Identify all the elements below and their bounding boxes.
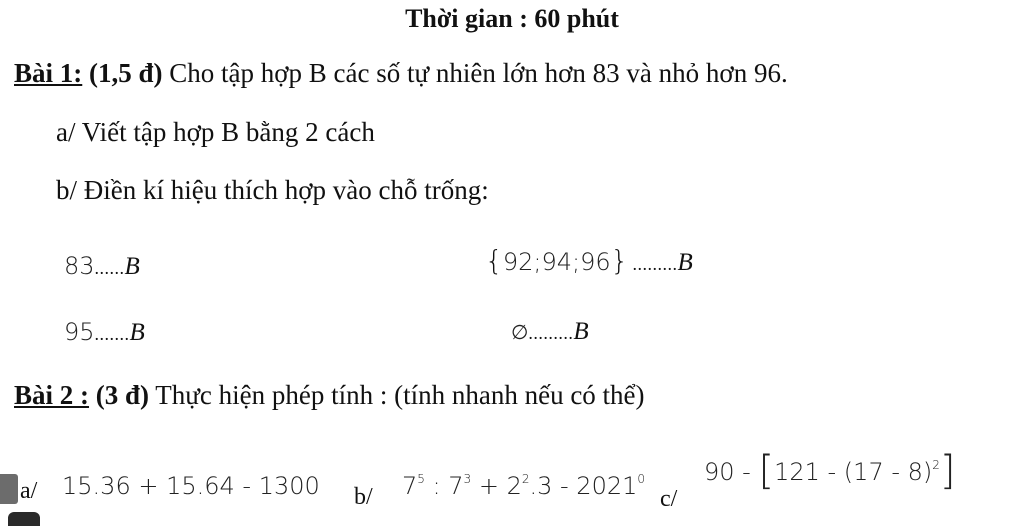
item-emptyset [511, 318, 589, 346]
item-set-left: 92;94;96 [502, 248, 611, 276]
item-83 [64, 252, 140, 281]
item-set-92-94-96 [485, 244, 693, 277]
b-exp4: 0 [637, 472, 646, 486]
b-exp3: 2 [521, 472, 530, 486]
b-op2: + [471, 472, 507, 500]
item-emptyset-dots: ......... [528, 323, 574, 343]
bai1-heading [14, 58, 788, 89]
bai2-b-expr [402, 472, 645, 500]
bai2-c-expr [704, 448, 956, 494]
bai2-text: Thực hiện phép tính : (tính nhanh nếu có thể) [149, 380, 645, 410]
b-base1: 7 [402, 472, 418, 500]
bai1-label: Bài 1: [14, 58, 83, 88]
right-bracket-icon: ] [939, 448, 956, 494]
c-exp: 2 [932, 458, 940, 472]
item-83-left: 83 [64, 252, 95, 280]
bai2-b-label: b/ [354, 484, 373, 510]
item-95-left: 95 [64, 318, 95, 346]
b-exp2: 3 [463, 472, 472, 486]
item-95-dots: ....... [94, 324, 130, 344]
c-pre: 90 - [704, 458, 759, 486]
page-title: Thời gian : 60 phút [405, 4, 619, 33]
bai2-c-label: c/ [660, 486, 678, 512]
item-emptyset-set: B [573, 318, 589, 345]
item-95-set: B [129, 319, 145, 346]
scroll-marker [0, 474, 18, 504]
item-set-dots: ......... [632, 254, 678, 274]
bai1-text: Cho tập hợp B các số tự nhiên lớn hơn 83 và nhỏ hơn 96. [162, 58, 788, 88]
item-95 [64, 318, 145, 347]
bai1-part-b: b/ Điền kí hiệu thích hợp vào chỗ trống: [56, 175, 489, 205]
right-brace-icon: } [610, 244, 629, 277]
b-exp1: 5 [417, 472, 425, 486]
item-83-set: B [124, 253, 140, 280]
bai2-heading [14, 380, 645, 411]
bai2-a-expr: 15.36 + 15.64 - 1300 [62, 472, 320, 500]
scroll-marker-bottom [8, 512, 40, 526]
bai2-a-label: a/ [20, 478, 38, 504]
b-base3: 2 [506, 472, 522, 500]
left-bracket-icon: [ [758, 448, 775, 494]
b-op1: : [424, 472, 449, 500]
c-inner: 121 - (17 - 8) [774, 458, 933, 486]
b-base2: 7 [448, 472, 464, 500]
item-set-set: B [677, 249, 693, 276]
bai2-label: Bài 2 : [14, 380, 90, 410]
bai1-points: (1,5 đ) [89, 58, 163, 88]
bai1-part-a: a/ Viết tập hợp B bằng 2 cách [56, 117, 375, 147]
b-rest: .3 - 2021 [529, 472, 638, 500]
left-brace-icon: { [485, 244, 503, 277]
item-83-dots: ...... [94, 258, 125, 278]
empty-set-icon: ∅ [511, 320, 529, 344]
bai2-points: (3 đ) [95, 380, 150, 410]
